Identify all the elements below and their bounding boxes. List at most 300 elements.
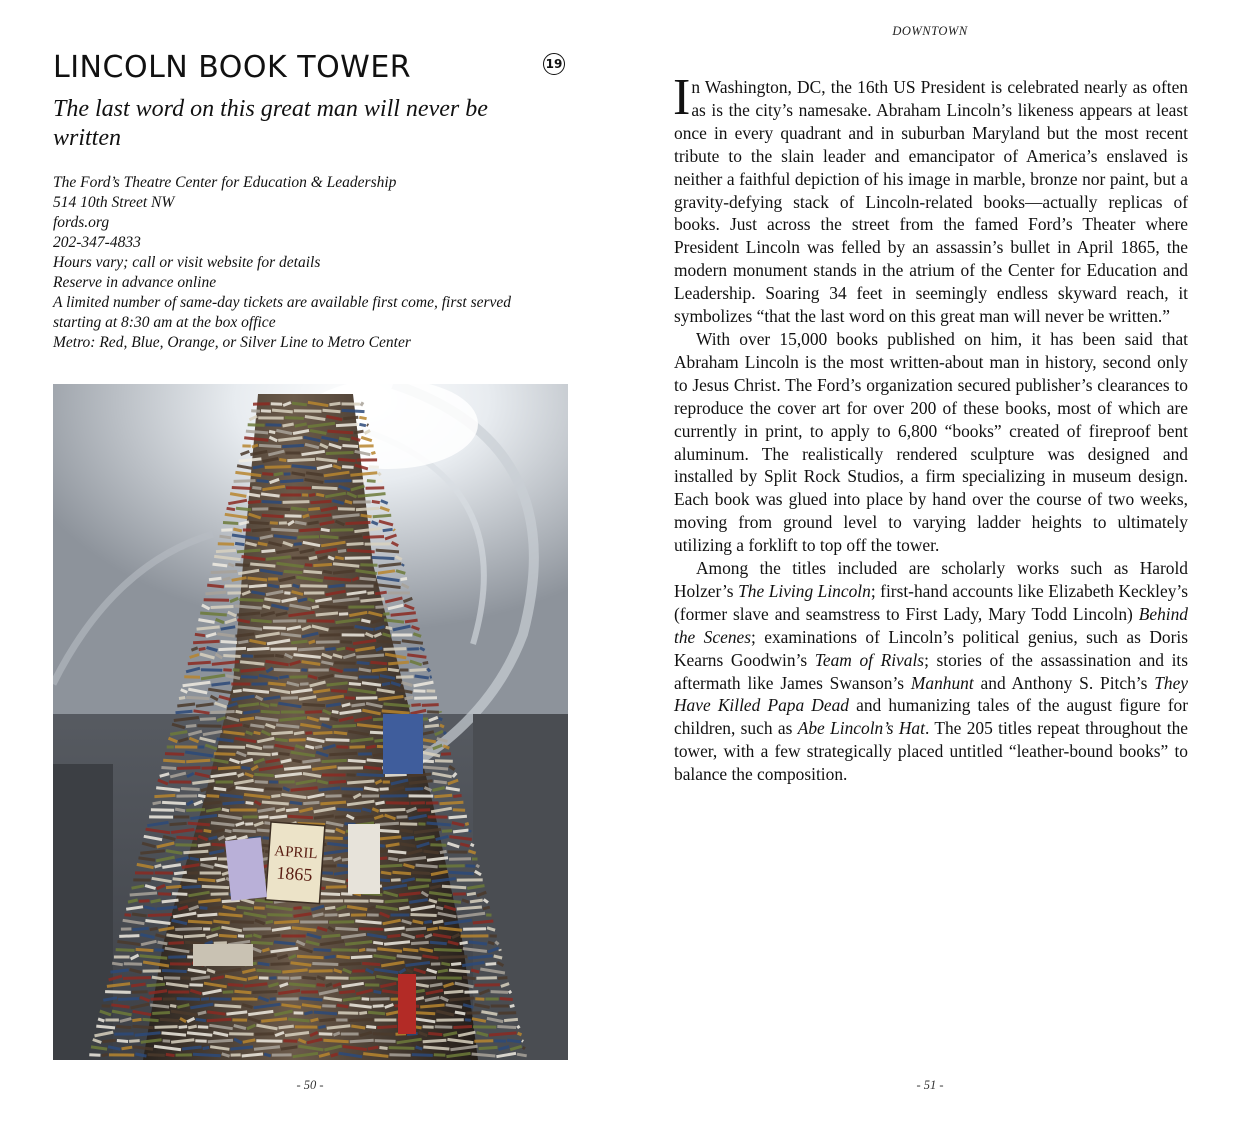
book-edge-texture [430, 984, 443, 986]
book-edge-texture [311, 1019, 319, 1021]
book-edge-texture [336, 747, 348, 748]
book-edge-texture [285, 418, 304, 419]
book-edge-texture [175, 845, 197, 846]
book-edge-texture [269, 816, 287, 818]
ticket-note: A limited number of same-day tickets are available first come, first served [53, 294, 512, 311]
book-edge-texture [376, 550, 399, 552]
book-edge-texture [258, 963, 270, 965]
book-edge-texture [391, 880, 401, 881]
book-edge-texture [177, 704, 195, 706]
book-edge-texture [510, 1005, 515, 1006]
book-edge-texture [112, 963, 123, 965]
book-edge-texture [243, 725, 249, 726]
book-edge-texture [334, 732, 348, 733]
book-edge-texture [383, 649, 406, 650]
book-edge-texture [427, 823, 451, 825]
book-edge-texture [290, 978, 301, 979]
book-edge-texture [423, 851, 439, 853]
book-edge-texture [152, 977, 163, 979]
book-edge-texture [439, 866, 465, 867]
book-edge-texture [307, 522, 318, 524]
book-edge-texture [420, 648, 425, 650]
book-edge-texture [290, 802, 302, 804]
book-edge-texture [155, 865, 162, 867]
book-edge-texture [186, 760, 210, 762]
book-edge-texture [383, 529, 393, 530]
book-edge-texture [375, 592, 387, 594]
book-edge-texture [423, 1047, 449, 1049]
book-edge-texture [225, 830, 232, 831]
book-edge-texture [305, 565, 313, 566]
book-edge-texture [245, 936, 252, 937]
book-edge-texture [449, 872, 474, 873]
book-edge-texture [148, 915, 172, 916]
book-edge-texture [466, 866, 476, 867]
book-edge-texture [222, 809, 229, 811]
book-edge-texture [241, 767, 250, 768]
book-edge-texture [372, 669, 387, 671]
book-edge-texture [164, 978, 180, 979]
book-edge-texture [384, 928, 404, 930]
book-edge-texture [320, 536, 338, 538]
book-edge-texture [385, 775, 407, 776]
entry-title: LINCOLN BOOK TOWER [53, 50, 412, 85]
book-edge-texture [325, 907, 335, 908]
book-edge-texture [193, 641, 220, 642]
book-edge-texture [355, 816, 373, 817]
book-edge-texture [197, 726, 221, 727]
book-edge-texture [283, 424, 294, 426]
book-edge-texture [422, 705, 439, 706]
paragraph-2: With over 15,000 books published on him, it has been said that Abraham Lincoln is the most written-about man in history, second only to Jesus Christ. The Ford’s organization secured publisher’s clearances to reproduce the cover art for over 200 of these books, most of which are currently in print, to apply to 6,800 “books” created of fireproof bent aluminum. The realistically rendered sculpture was designed and installed by Split Rock Studios, a firm specializing in museum design. Each book was glued into place by hand over the course of two weeks, moving from ground level to varying ladder heights to ultimately utilizing a forklift to top off the tower. [674, 328, 1188, 556]
book-edge-texture [453, 830, 468, 832]
hours: Hours vary; call or visit website for details [53, 254, 321, 271]
book-edge-texture [337, 809, 362, 811]
book-edge-texture [281, 698, 298, 699]
book-edge-texture [329, 781, 346, 782]
book-edge-texture [449, 970, 470, 972]
book-edge-texture [162, 900, 179, 902]
book-edge-texture [162, 802, 186, 803]
book-edge-texture [205, 592, 226, 594]
book-edge-texture [234, 481, 256, 482]
book-edge-texture [310, 501, 331, 503]
book-edge-texture [385, 900, 409, 902]
book-edge-texture [329, 403, 340, 404]
book-edge-texture [336, 956, 350, 958]
book-edge-texture [375, 1041, 396, 1042]
book-edge-texture [208, 1040, 233, 1042]
book-edge-texture [361, 620, 370, 622]
book-edge-texture [356, 508, 379, 510]
book-edge-texture [309, 557, 317, 559]
book-edge-texture [204, 830, 212, 831]
book-edge-texture [116, 1026, 131, 1027]
book-edge-texture [330, 628, 354, 629]
book-edge-texture [255, 782, 268, 783]
book-edge-texture [280, 586, 292, 587]
book-edge-texture [186, 697, 209, 698]
book-edge-texture [211, 572, 238, 573]
book-edge-texture [279, 754, 290, 755]
book-edge-texture [263, 606, 271, 608]
book-edge-texture [249, 585, 267, 586]
book-edge-texture [495, 942, 498, 945]
book-edge-texture [200, 719, 216, 720]
book-edge-texture [507, 1040, 521, 1042]
book-edge-texture [368, 1012, 385, 1014]
book-edge-texture [209, 837, 218, 839]
book-edge-texture [132, 1026, 153, 1027]
book-edge-texture [200, 858, 217, 860]
book-edge-texture [406, 928, 426, 930]
book-edge-texture [257, 480, 269, 481]
book-edge-texture [336, 424, 358, 425]
book-edge-texture [339, 914, 350, 915]
book-edge-texture [274, 473, 283, 475]
book-edge-texture [284, 571, 303, 572]
book-edge-texture [427, 928, 438, 930]
book-edge-texture [280, 480, 303, 482]
book-edge-texture [303, 802, 319, 803]
book-edge-texture [275, 739, 288, 740]
book-edge-texture [279, 460, 286, 461]
book-edge-texture [262, 935, 280, 937]
book-edge-texture [293, 585, 300, 587]
book-edge-texture [245, 824, 253, 825]
book-edge-texture [246, 431, 268, 433]
book-edge-texture [373, 1006, 384, 1007]
book-edge-texture [317, 985, 325, 986]
book-edge-texture [314, 1012, 337, 1014]
book-edge-texture [237, 550, 260, 552]
book-edge-texture [337, 1005, 349, 1007]
book-edge-texture [190, 858, 199, 860]
book-edge-texture [460, 942, 468, 943]
book-edge-texture [259, 817, 269, 818]
book-edge-texture [316, 494, 324, 496]
article-body [673, 69, 1189, 786]
book-edge-texture [274, 921, 299, 923]
book-edge-texture [291, 641, 308, 643]
book-edge-texture [291, 508, 307, 510]
book-edge-texture [223, 802, 245, 804]
book-edge-texture [183, 851, 208, 853]
book-edge-texture [411, 705, 421, 706]
book-edge-texture [294, 908, 302, 909]
book-edge-texture [455, 1012, 465, 1014]
book-edge-texture [163, 1041, 171, 1042]
book-edge-texture [158, 942, 168, 944]
book-edge-texture [235, 565, 249, 566]
book-edge-texture [434, 950, 462, 951]
book-edge-texture [367, 481, 376, 482]
book-edge-texture [405, 697, 414, 699]
entry-number-badge: 19 [543, 53, 565, 75]
book-edge-texture [170, 1006, 176, 1007]
book-edge-texture [148, 1055, 165, 1056]
book-edge-texture [161, 768, 176, 769]
book-edge-texture [312, 964, 338, 965]
book-edge-texture [105, 992, 131, 993]
book-edge-texture [157, 907, 178, 909]
book-edge-texture [335, 928, 358, 929]
book-edge-texture [219, 935, 237, 936]
book-edge-texture [150, 928, 158, 929]
book-edge-texture [274, 670, 301, 671]
book-edge-texture [498, 978, 508, 979]
book-edge-texture [412, 1055, 433, 1056]
drop-cap: I [673, 69, 691, 126]
book-edge-texture [359, 417, 366, 418]
book-edge-texture [333, 726, 357, 727]
book-edge-texture [266, 921, 273, 922]
book-edge-texture [294, 544, 302, 545]
book-edge-texture [440, 725, 444, 727]
book-edge-texture [435, 1027, 453, 1028]
book-edge-texture [247, 753, 271, 755]
book-edge-texture [347, 775, 356, 776]
book-edge-texture [186, 726, 196, 727]
book-edge-texture [207, 1019, 232, 1021]
book-edge-texture [188, 662, 211, 663]
book-edge-texture [383, 614, 389, 615]
book-edge-texture [378, 473, 380, 475]
book-edge-texture [271, 964, 290, 965]
book-edge-texture [122, 1047, 133, 1049]
book-title: The Living Lincoln [738, 580, 871, 601]
book-edge-texture [163, 760, 185, 762]
book-edge-texture [497, 1027, 516, 1028]
book-edge-texture [327, 431, 353, 433]
book-edge-texture [316, 613, 338, 615]
book-edge-texture [402, 564, 403, 566]
book-edge-texture [125, 915, 132, 916]
book-edge-texture [234, 991, 251, 992]
book-edge-texture [242, 1054, 263, 1056]
book-edge-texture [303, 571, 322, 573]
book-edge-texture [275, 655, 284, 656]
book-edge-texture [208, 907, 221, 908]
book-edge-texture [318, 894, 340, 895]
book-edge-texture [300, 998, 323, 1000]
book-edge-texture [341, 789, 363, 790]
book-edge-texture [463, 977, 476, 978]
book-edge-texture [331, 1054, 338, 1056]
book-edge-texture [198, 1012, 206, 1014]
book-edge-texture [247, 648, 270, 649]
book-edge-texture [473, 921, 494, 923]
book-edge-texture [467, 893, 476, 894]
book-edge-texture [218, 648, 246, 649]
book-edge-texture [351, 704, 365, 706]
book-edge-texture [444, 732, 446, 734]
book-edge-texture [216, 879, 225, 881]
book-edge-texture [248, 977, 258, 979]
book-edge-texture [339, 614, 348, 615]
book-edge-texture [373, 515, 392, 517]
book-edge-texture [235, 543, 244, 544]
book-edge-texture [347, 550, 375, 552]
book-edge-texture [309, 971, 333, 972]
page-number-right: - 51 - [916, 1078, 944, 1092]
book-edge-texture [259, 445, 281, 446]
book-title: Abe Lincoln’s Hat [797, 718, 925, 739]
book-edge-texture [470, 900, 483, 902]
book-edge-texture [361, 515, 372, 517]
book-edge-texture [155, 1027, 178, 1028]
book-edge-texture [434, 795, 452, 797]
book-edge-texture [320, 607, 348, 608]
book-edge-texture [200, 613, 227, 615]
street-address: 514 10th Street NW [53, 194, 175, 211]
running-head: DOWNTOWN [892, 24, 968, 38]
book-edge-texture [470, 830, 471, 832]
book-edge-texture [96, 1026, 115, 1028]
book-edge-texture [168, 943, 184, 944]
book-edge-texture [243, 929, 271, 930]
book-edge-texture [423, 663, 429, 664]
book-edge-texture [349, 1019, 374, 1020]
book-edge-texture [286, 809, 298, 810]
book-edge-texture [518, 1033, 522, 1035]
book-edge-texture [319, 1034, 333, 1035]
book-edge-texture [356, 655, 384, 657]
book-edge-texture [392, 872, 411, 873]
book-edge-texture [248, 502, 261, 503]
book-edge-texture [262, 802, 289, 804]
website: fords.org [53, 214, 110, 231]
book-edge-texture [176, 837, 197, 839]
book-edge-texture [265, 789, 282, 790]
book-edge-texture [123, 978, 151, 979]
book-edge-texture [342, 467, 354, 468]
book-edge-texture [223, 523, 238, 524]
book-edge-texture [179, 698, 185, 699]
book-edge-texture [509, 991, 511, 993]
book-edge-texture [124, 964, 142, 965]
book-edge-texture [442, 886, 466, 887]
book-title: Behind the Scenes [674, 603, 1188, 647]
book-edge-texture [166, 1054, 175, 1055]
book-edge-texture [314, 950, 331, 951]
book-edge-texture [377, 641, 401, 642]
book-edge-texture [330, 718, 338, 720]
book-edge-texture [326, 740, 350, 741]
book-edge-texture [247, 494, 260, 496]
book-edge-texture [242, 656, 253, 657]
book-edge-texture [440, 957, 468, 958]
book-edge-texture [240, 718, 254, 720]
book-edge-texture [165, 754, 184, 755]
book-edge-texture [320, 802, 346, 804]
book-edge-texture [347, 781, 374, 783]
book-edge-texture [262, 949, 269, 951]
book-edge-texture [325, 831, 334, 832]
book-edge-texture [366, 1027, 376, 1028]
book-edge-texture [338, 509, 355, 510]
book-edge-texture [268, 585, 279, 587]
book-edge-texture [415, 676, 429, 678]
book-edge-texture [250, 725, 264, 727]
book-edge-texture [359, 669, 371, 671]
book-edge-texture [388, 851, 406, 853]
book-edge-texture [98, 1019, 104, 1021]
book-edge-texture [267, 915, 292, 916]
book-edge-texture [298, 648, 325, 650]
book-edge-texture [254, 908, 265, 909]
book-edge-texture [465, 824, 469, 825]
book-edge-texture [131, 984, 146, 986]
book-edge-texture [299, 529, 320, 531]
book-edge-texture [239, 600, 263, 601]
book-edge-texture [184, 935, 205, 936]
book-edge-texture [372, 501, 380, 502]
book-edge-texture [185, 942, 204, 943]
book-tower-photo [53, 384, 568, 1060]
book-edge-texture [339, 991, 355, 992]
book-edge-texture [360, 565, 377, 566]
book-edge-texture [189, 985, 203, 986]
book-edge-texture [442, 831, 452, 832]
book-edge-texture [172, 894, 187, 895]
book-edge-texture [237, 613, 260, 615]
book-edge-texture [201, 670, 222, 671]
book-edge-texture [439, 718, 442, 720]
book-edge-texture [522, 1041, 523, 1042]
book-edge-texture [257, 970, 282, 971]
book-edge-texture [417, 810, 430, 811]
book-edge-texture [363, 537, 384, 538]
book-edge-texture [233, 670, 240, 671]
book-edge-texture [367, 593, 374, 594]
book-edge-texture [337, 648, 345, 650]
book-edge-texture [102, 1040, 116, 1041]
book-edge-texture [523, 1047, 525, 1048]
book-edge-texture [360, 578, 376, 580]
metro-directions: Metro: Red, Blue, Orange, or Silver Line to Metro Center [53, 334, 411, 351]
book-edge-texture [343, 417, 358, 418]
book-edge-texture [408, 774, 432, 776]
book-edge-texture [117, 1041, 128, 1042]
book-edge-texture [339, 964, 361, 965]
book-edge-texture [175, 929, 202, 930]
book-edge-texture [269, 431, 275, 432]
book-edge-texture [118, 999, 139, 1000]
book-edge-texture [320, 719, 330, 720]
book-edge-texture [228, 564, 234, 566]
book-edge-texture [345, 522, 370, 523]
book-edge-texture [254, 774, 274, 775]
book-edge-texture [434, 781, 447, 782]
book-edge-texture [220, 536, 232, 538]
book-edge-texture [248, 578, 268, 580]
book-edge-texture [233, 691, 242, 692]
book-edge-texture [132, 992, 148, 993]
book-edge-texture [416, 936, 424, 937]
book-edge-texture [250, 522, 269, 523]
book-edge-texture [283, 502, 310, 503]
book-edge-texture [434, 1055, 446, 1056]
book-edge-texture [382, 683, 390, 684]
book-edge-texture [298, 599, 307, 601]
book-edge-texture [271, 529, 298, 531]
book-edge-texture [288, 816, 313, 818]
book-edge-texture [420, 1005, 444, 1007]
book-edge-texture [130, 893, 157, 895]
book-edge-texture [364, 767, 381, 769]
book-edge-texture [350, 1040, 374, 1041]
